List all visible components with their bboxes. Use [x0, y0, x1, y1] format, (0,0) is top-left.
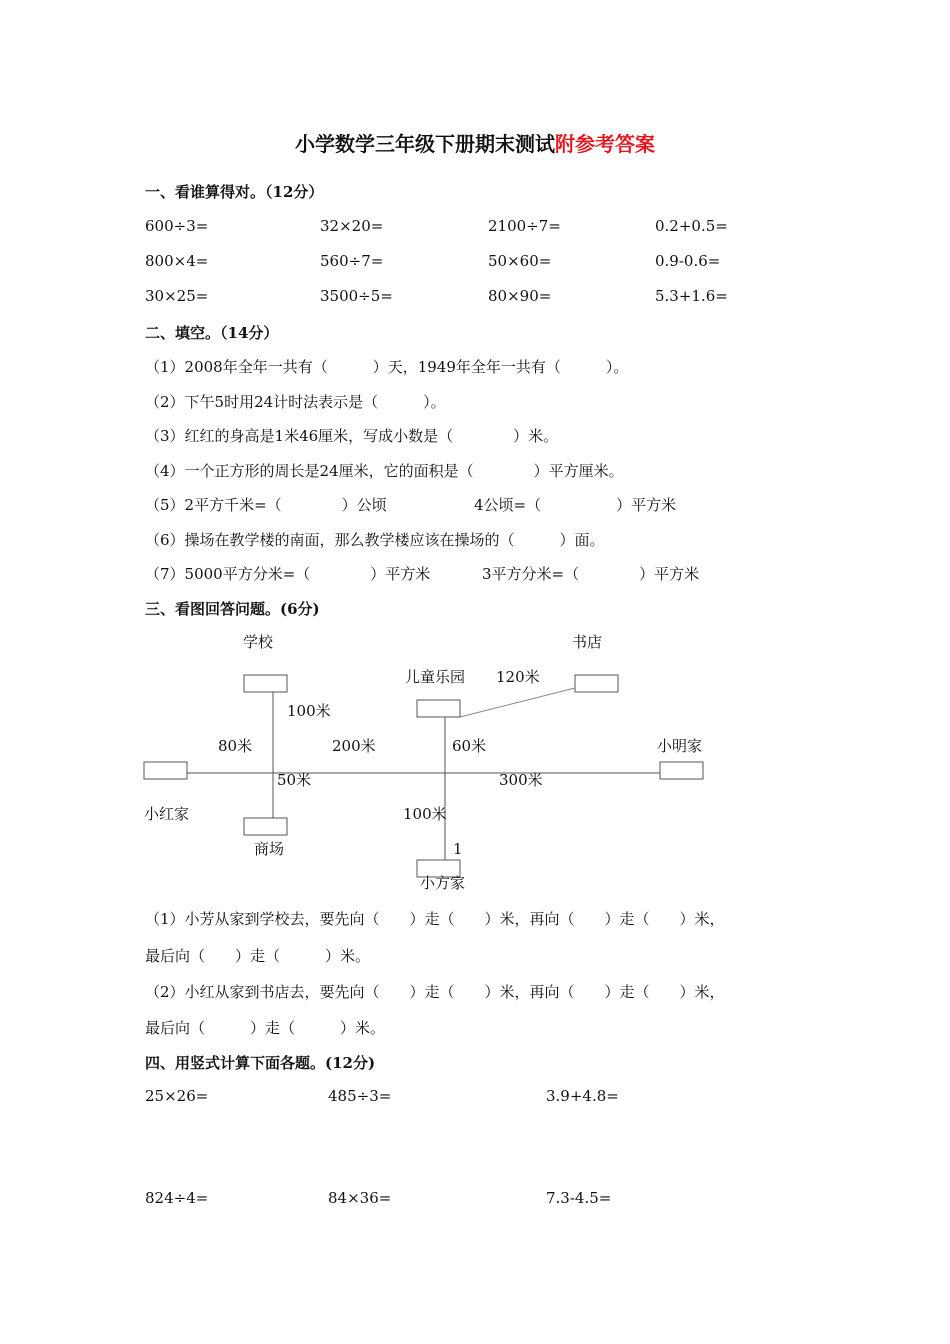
- vertical-calc-item: 84×36=: [328, 1189, 392, 1207]
- label-distance-200: 200米: [332, 737, 376, 755]
- label-playground: 儿童乐园: [405, 668, 466, 686]
- question-1-line-2: 最后向（ ）走（ ）米。: [145, 947, 371, 965]
- fill-item-2: （2）下午5时用24计时法表示是（ ）。: [145, 393, 446, 411]
- fill-item-6: （6）操场在教学楼的南面，那么教学楼应该在操场的（ ）面。: [145, 531, 605, 549]
- question-2-line-2: 最后向（ ）走（ ）米。: [145, 1019, 386, 1037]
- label-xiaofang: 小方家: [420, 874, 466, 892]
- label-distance-60: 60米: [452, 737, 487, 755]
- fill-item-3: （3）红红的身高是1米46厘米，写成小数是（ ）米。: [145, 427, 559, 445]
- road-playground-bookstore: [460, 688, 575, 717]
- fill-item-7b: 3平方分米=（ ）平方米: [482, 565, 700, 583]
- mall-box: [244, 818, 287, 835]
- calc-item: 0.2+0.5=: [655, 217, 728, 235]
- playground-box: [417, 700, 460, 717]
- school-box: [244, 675, 287, 692]
- section2-heading: 二、填空。（14分）: [145, 324, 279, 342]
- label-school: 学校: [243, 633, 274, 651]
- title-main: 小学数学三年级下册期末测试: [295, 132, 555, 156]
- page-title: [0, 128, 950, 157]
- label-distance-300: 300米: [499, 771, 543, 789]
- fill-item-4: （4）一个正方形的周长是24厘米，它的面积是（ ）平方厘米。: [145, 462, 624, 480]
- label-distance-50: 50米: [277, 771, 312, 789]
- label-xiaohong: 小红家: [144, 805, 190, 823]
- calc-item: 800×4=: [145, 252, 209, 270]
- section3-heading: 三、看图回答问题。(6分): [145, 600, 320, 618]
- calc-item: 2100÷7=: [488, 217, 561, 235]
- label-distance-100a: 100米: [287, 702, 331, 720]
- fill-item-7a: （7）5000平方分米=（ ）平方米: [145, 565, 431, 583]
- vertical-calc-item: 3.9+4.8=: [546, 1087, 619, 1105]
- question-2-line-1: （2）小红从家到书店去，要先向（ ）走（ ）米，再向（ ）走（ ）米，: [145, 983, 725, 1001]
- calc-item: 560÷7=: [320, 252, 384, 270]
- calc-item: 50×60=: [488, 252, 552, 270]
- vertical-calc-item: 25×26=: [145, 1087, 209, 1105]
- calc-item: 32×20=: [320, 217, 384, 235]
- calc-item: 30×25=: [145, 287, 209, 305]
- bookstore-box: [575, 675, 618, 692]
- label-mall: 商场: [254, 840, 285, 858]
- label-mark-1: 1: [453, 840, 463, 858]
- fill-item-1: （1）2008年全年一共有（ ）天，1949年全年一共有（ ）。: [145, 358, 629, 376]
- calc-item: 600÷3=: [145, 217, 209, 235]
- question-1-line-1: （1）小芳从家到学校去，要先向（ ）走（ ）米，再向（ ）走（ ）米，: [145, 910, 725, 928]
- title-highlight: 附参考答案: [555, 132, 655, 156]
- fill-item-5b: 4公顷=（ ）平方米: [474, 496, 677, 514]
- xiaoming-box: [660, 762, 703, 779]
- xiaohong-box: [144, 762, 187, 779]
- section4-heading: 四、用竖式计算下面各题。(12分): [145, 1054, 376, 1072]
- fill-item-5a: （5）2平方千米=（ ）公顷: [145, 496, 387, 514]
- label-distance-100b: 100米: [403, 805, 447, 823]
- label-distance-80: 80米: [218, 737, 253, 755]
- calc-item: 5.3+1.6=: [655, 287, 728, 305]
- calc-item: 3500÷5=: [320, 287, 393, 305]
- vertical-calc-item: 7.3-4.5=: [546, 1189, 612, 1207]
- vertical-calc-item: 824÷4=: [145, 1189, 209, 1207]
- calc-item: 80×90=: [488, 287, 552, 305]
- route-map: [130, 620, 730, 900]
- label-distance-120: 120米: [496, 668, 540, 686]
- vertical-calc-item: 485÷3=: [328, 1087, 392, 1105]
- label-bookstore: 书店: [572, 633, 603, 651]
- label-xiaoming: 小明家: [657, 737, 703, 755]
- calc-item: 0.9-0.6=: [655, 252, 721, 270]
- section1-heading: 一、看谁算得对。（12分）: [145, 183, 324, 201]
